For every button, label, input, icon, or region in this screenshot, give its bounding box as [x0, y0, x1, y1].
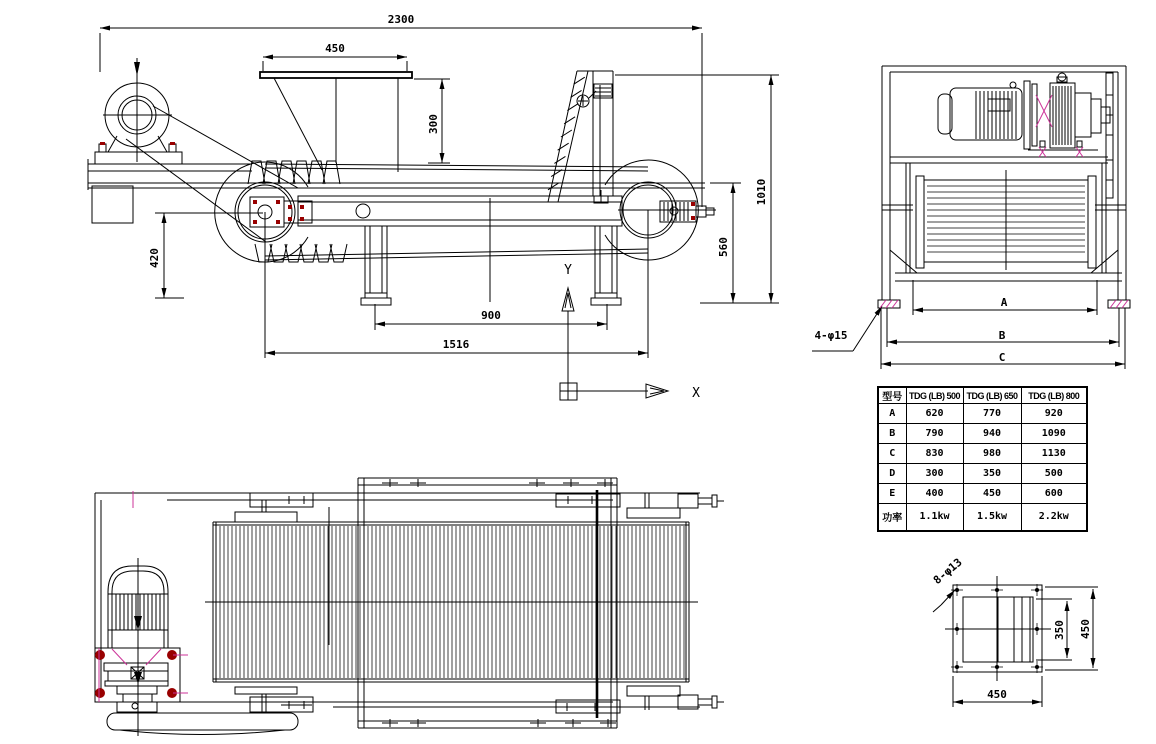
- spec-value-cell: 450: [963, 484, 1021, 504]
- spec-value-cell: 980: [963, 444, 1021, 464]
- spec-table-head: [878, 387, 1087, 404]
- dim-a-label: A: [1000, 296, 1008, 309]
- spec-value-cell: 620: [906, 404, 963, 424]
- spec-row-label: A: [878, 404, 906, 424]
- dim-flange-width: 450: [987, 688, 1007, 701]
- dim-c-label: C: [998, 351, 1006, 364]
- spec-value-cell: 500: [1021, 464, 1087, 484]
- dim-feed-drop-height: 300: [427, 114, 440, 134]
- plan-view: [95, 478, 724, 736]
- spec-value-cell: 770: [963, 404, 1021, 424]
- spec-row: [878, 404, 1087, 424]
- ucs-icon: [560, 263, 700, 401]
- spec-row-label: D: [878, 464, 906, 484]
- bolt-hole-callout: 8-φ13: [930, 555, 965, 587]
- spec-header-cell: TDG (LB) 800: [1021, 387, 1087, 404]
- spec-table-body: [878, 404, 1087, 531]
- spec-row: [878, 444, 1087, 464]
- spec-value-cell: 1.5kw: [963, 504, 1021, 531]
- spec-row-label: E: [878, 484, 906, 504]
- dim-feed-plate-width: 450: [325, 42, 345, 55]
- dim-mount-span: 1516: [442, 338, 470, 351]
- dim-drum-axis-height: 420: [148, 248, 161, 268]
- dim-discharge-height: 560: [717, 237, 730, 257]
- spec-value-cell: 940: [963, 424, 1021, 444]
- spec-value-cell: 2.2kw: [1021, 504, 1087, 531]
- spec-row: [878, 484, 1087, 504]
- dim-b-label: B: [998, 329, 1006, 342]
- spec-row: [878, 464, 1087, 484]
- spec-header-model: 型号: [878, 387, 906, 404]
- end-view: [812, 66, 1130, 369]
- spec-value-cell: 300: [906, 464, 963, 484]
- dim-overall-height: 1010: [755, 178, 768, 206]
- spec-row-label: 功率: [878, 504, 906, 531]
- spec-row-label: C: [878, 444, 906, 464]
- spec-value-cell: 600: [1021, 484, 1087, 504]
- side-view: [88, 13, 779, 358]
- foot-hole-callout: 4-φ15: [814, 329, 848, 342]
- spec-row-label: B: [878, 424, 906, 444]
- spec-value-cell: 790: [906, 424, 963, 444]
- spec-value-cell: 400: [906, 484, 963, 504]
- flange-view-geometry: [933, 576, 1098, 707]
- spec-value-cell: 830: [906, 444, 963, 464]
- dim-flange-height: 450: [1079, 619, 1092, 639]
- spec-value-cell: 1090: [1021, 424, 1087, 444]
- spec-value-cell: 350: [963, 464, 1021, 484]
- spec-table: [877, 386, 1088, 532]
- spec-value-cell: 1130: [1021, 444, 1087, 464]
- flange-view: [931, 556, 1098, 707]
- dim-leg-span: 900: [481, 309, 501, 322]
- spec-header-cell: TDG (LB) 500: [906, 387, 963, 404]
- side-view-geometry: [88, 28, 779, 358]
- axis-x-label: X: [692, 386, 700, 401]
- end-view-geometry: [812, 66, 1130, 369]
- spec-value-cell: 1.1kw: [906, 504, 963, 531]
- spec-header-cell: TDG (LB) 650: [963, 387, 1021, 404]
- dim-overall-length: 2300: [387, 13, 415, 26]
- axis-y-label: Y: [564, 263, 572, 278]
- spec-value-cell: 920: [1021, 404, 1087, 424]
- spec-row: [878, 504, 1087, 531]
- plan-view-geometry: [95, 478, 724, 736]
- spec-row: [878, 424, 1087, 444]
- dim-flange-inner-height: 350: [1053, 620, 1066, 640]
